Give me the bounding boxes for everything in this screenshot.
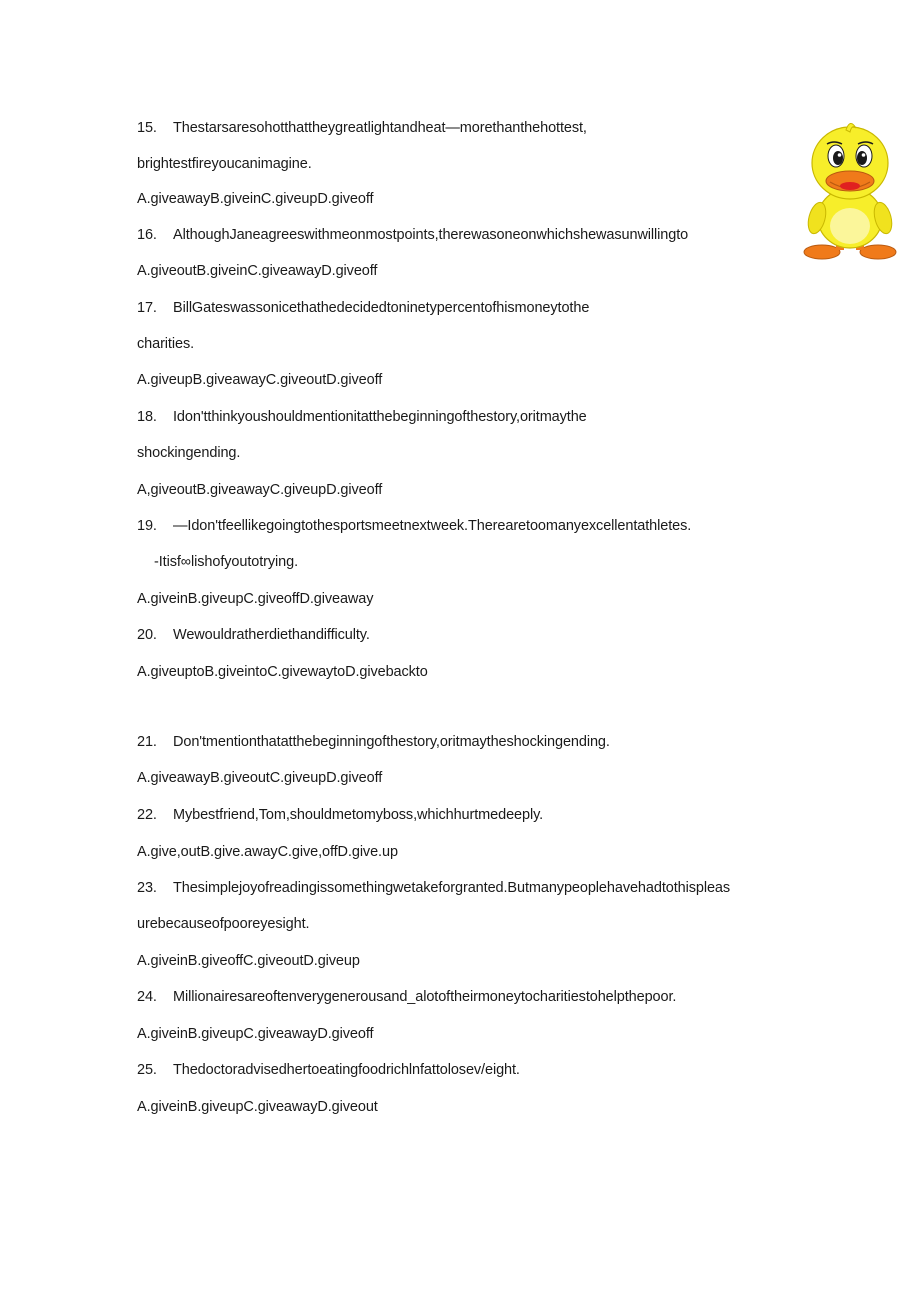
question-16-options: A.giveoutB.giveinC.giveawayD.giveoff <box>137 263 378 279</box>
question-number: 22. <box>137 807 157 823</box>
question-24-options: A.giveinB.giveupC.giveawayD.giveoff <box>137 1026 374 1042</box>
question-number: 17. <box>137 300 157 316</box>
question-15-stem <box>137 119 587 137</box>
question-number: 23. <box>137 880 157 896</box>
question-text: Idon'tthinkyoushouldmentionitatthebeginningofthestory,oritmaythe <box>173 409 587 425</box>
question-text: Thedoctoradvisedhertoeatingfoodrichlnfattolosev/eight. <box>173 1062 520 1078</box>
question-15-stem-continued: brightestfireyoucanimagine. <box>137 156 312 172</box>
question-23-stem <box>137 879 730 897</box>
question-18-options: A,giveoutB.giveawayC.giveupD.giveoff <box>137 482 383 498</box>
question-22-stem <box>137 806 543 824</box>
question-20-options: A.giveuptoB.giveintoC.givewaytoD.givebackto <box>137 664 428 680</box>
question-text: BillGateswassonicethathedecidedtoninetypercentofhismoneytothe <box>173 300 590 316</box>
question-20-stem <box>137 626 370 644</box>
question-text: Mybestfriend,Tom,shouldmetomyboss,whichhurtmedeeply. <box>173 807 544 823</box>
question-18-stem <box>137 408 587 426</box>
question-24-stem <box>137 988 676 1006</box>
question-number: 15. <box>137 120 157 136</box>
question-25-options: A.giveinB.giveupC.giveawayD.giveout <box>137 1099 378 1115</box>
question-number: 21. <box>137 734 157 750</box>
question-text: Wewouldratherdiethandifficulty. <box>173 627 370 643</box>
question-16-stem <box>137 226 688 244</box>
question-17-options: A.giveupB.giveawayC.giveoutD.giveoff <box>137 372 383 388</box>
question-15-options: A.giveawayB.giveinC.giveupD.giveoff <box>137 191 374 207</box>
question-22-options: A.give,outB.give.awayC.give,offD.give.up <box>137 844 398 860</box>
question-23-options: A.giveinB.giveoffC.giveoutD.giveup <box>137 953 360 969</box>
question-19-options: A.giveinB.giveupC.giveoffD.giveaway <box>137 591 374 607</box>
question-number: 20. <box>137 627 157 643</box>
question-number: 24. <box>137 989 157 1005</box>
question-25-stem <box>137 1061 520 1079</box>
question-number: 16. <box>137 227 157 243</box>
question-number: 25. <box>137 1062 157 1078</box>
question-18-stem-continued: shockingending. <box>137 445 241 461</box>
question-17-stem <box>137 299 589 317</box>
question-23-stem-continued: urebecauseofpooreyesight. <box>137 916 310 932</box>
question-19-stem <box>137 517 691 535</box>
question-19-reply: -Itisf∞lishofyoutotrying. <box>154 554 299 570</box>
question-21-options: A.giveawayB.giveoutC.giveupD.giveoff <box>137 770 383 786</box>
question-17-stem-continued: charities. <box>137 336 195 352</box>
question-text: Thesimplejoyofreadingissomethingwetakeforgranted.Butmanypeoplehavehadtothispleas <box>173 880 731 896</box>
question-text: Don'tmentionthatatthebeginningofthestory,oritmaytheshockingending. <box>173 734 610 750</box>
question-text: AlthoughJaneagreeswithmeonmostpoints,therewasoneonwhichshewasunwillingto <box>173 227 689 243</box>
duck-icon <box>800 118 900 263</box>
question-text: Thestarsaresohotthattheygreatlightandheat—morethanthehottest, <box>173 120 587 136</box>
question-21-stem <box>137 733 610 751</box>
question-text: —Idon'tfeellikegoingtothesportsmeetnextweek.Therearetoomanyexcellentathletes. <box>173 518 692 534</box>
question-text: Millionairesareoftenverygenerousand_alotoftheirmoneytocharitiestohelpthepoor. <box>173 989 677 1005</box>
question-number: 18. <box>137 409 157 425</box>
question-number: 19. <box>137 518 157 534</box>
